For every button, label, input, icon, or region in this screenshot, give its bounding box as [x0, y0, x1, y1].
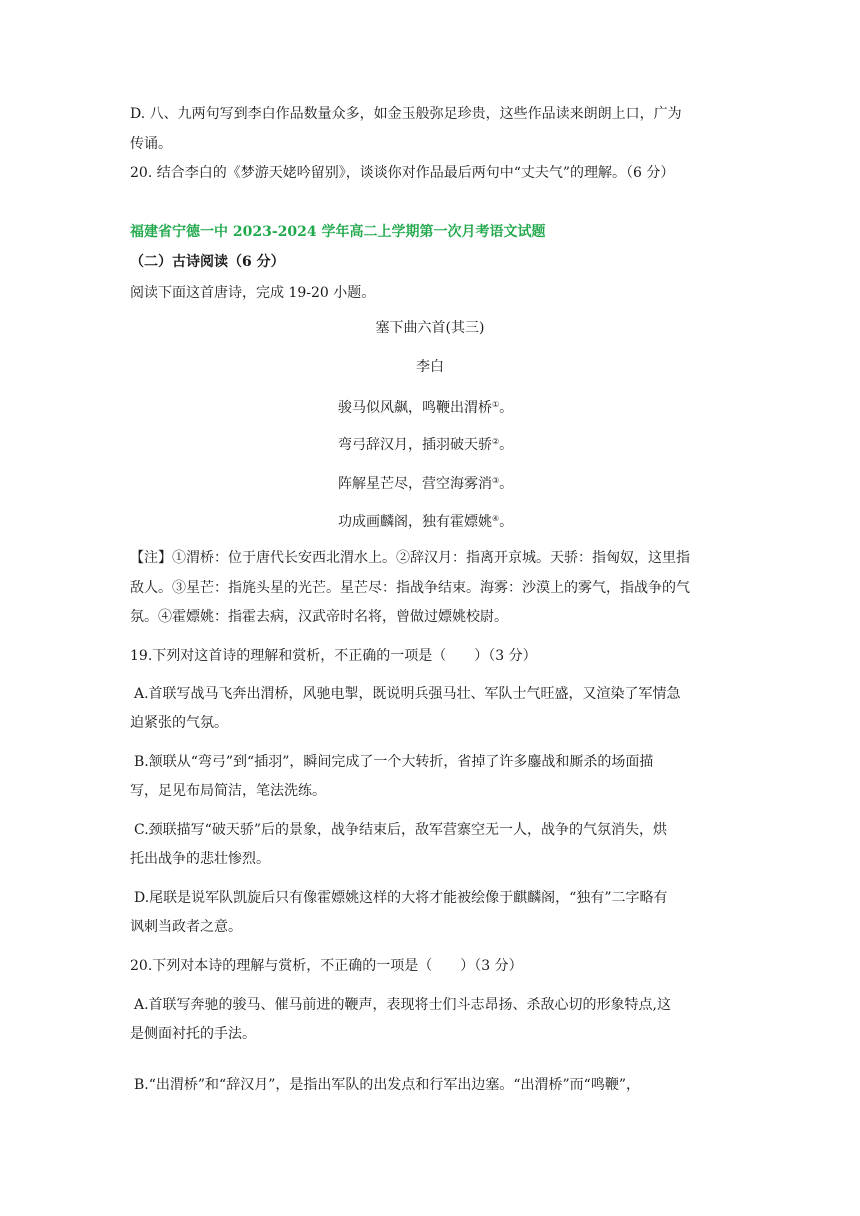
poem-line-3: 阵解星芒尽，营空海雾消③。 [338, 476, 514, 492]
source-title: 福建省宁德一中 2023-2024 学年高二上学期第一次月考语文试题 [130, 224, 546, 240]
q20-option-a-line2: 是侧面衬托的手法。 [130, 1026, 256, 1042]
q19-option-b-line2: 写，足见布局简洁，笔法洗练。 [130, 783, 326, 799]
section-heading: （二）古诗阅读（6 分） [130, 254, 285, 270]
prev-option-d-line1: D. 八、九两句写到李白作品数量众多，如金玉般弥足珍贵，这些作品读来朗朗上口，广为 [130, 106, 682, 122]
q19-option-d-line1: D.尾联是说军队凯旋后只有像霍嫖姚这样的大将才能被绘像于麒麟阁，“独有”二字略有 [134, 890, 668, 906]
prev-question-20: 20. 结合李白的《梦游天姥吟留别》，谈谈你对作品最后两句中“丈夫气”的理解。（6 分） [130, 165, 675, 181]
q20-option-a-line1: A.首联写奔驰的骏马、催马前进的鞭声，表现将士们斗志昂扬、杀敌心切的形象特点,这 [134, 997, 672, 1013]
q19-option-b-line1: B.颔联从“弯弓”到“插羽”，瞬间完成了一个大转折，省掉了许多鏖战和厮杀的场面描 [134, 754, 654, 770]
instruction: 阅读下面这首唐诗，完成 19-20 小题。 [130, 285, 376, 301]
question-20-stem: 20.下列对本诗的理解与赏析，不正确的一项是（ ）（3 分） [130, 958, 523, 974]
poem-line-4: 功成画麟阁，独有霍嫖姚④。 [338, 514, 514, 530]
poem-title: 塞下曲六首(其三) [375, 320, 485, 336]
poem-line-2: 弯弓辞汉月，插羽破天骄②。 [338, 437, 514, 453]
q19-option-a-line1: A.首联写战马飞奔出渭桥，风驰电掣，既说明兵强马壮、军队士气旺盛，又渲染了军情急 [134, 686, 681, 702]
q19-option-d-line2: 讽刺当政者之意。 [130, 919, 242, 935]
poem-author: 李白 [416, 359, 444, 375]
q19-option-c-line1: C.颈联描写“破天骄”后的景象，战争结束后，敌军营寨空无一人，战争的气氛消失，烘 [134, 822, 667, 838]
notes-line-1: 【注】①渭桥：位于唐代长安西北渭水上。②辞汉月：指离开京城。天骄：指匈奴，这里指 [130, 550, 690, 566]
notes-line-3: 氛。④霍嫖姚：指霍去病，汉武帝时名将，曾做过嫖姚校尉。 [130, 609, 508, 625]
q19-option-a-line2: 迫紧张的气氛。 [130, 715, 228, 731]
poem-line-1: 骏马似风飙，鸣鞭出渭桥①。 [338, 400, 514, 416]
prev-option-d-line2: 传诵。 [130, 136, 172, 152]
q20-option-b-line1: B.“出渭桥”和“辞汉月”，是指出军队的出发点和行军出边塞。“出渭桥”而“鸣鞭”， [134, 1077, 640, 1093]
q19-option-c-line2: 托出战争的悲壮惨烈。 [130, 851, 270, 867]
question-19-stem: 19.下列对这首诗的理解和赏析，不正确的一项是（ ）（3 分） [130, 648, 537, 664]
notes-line-2: 敌人。③星芒：指旄头星的光芒。星芒尽：指战争结束。海雾：沙漠上的雾气，指战争的气 [130, 580, 690, 596]
